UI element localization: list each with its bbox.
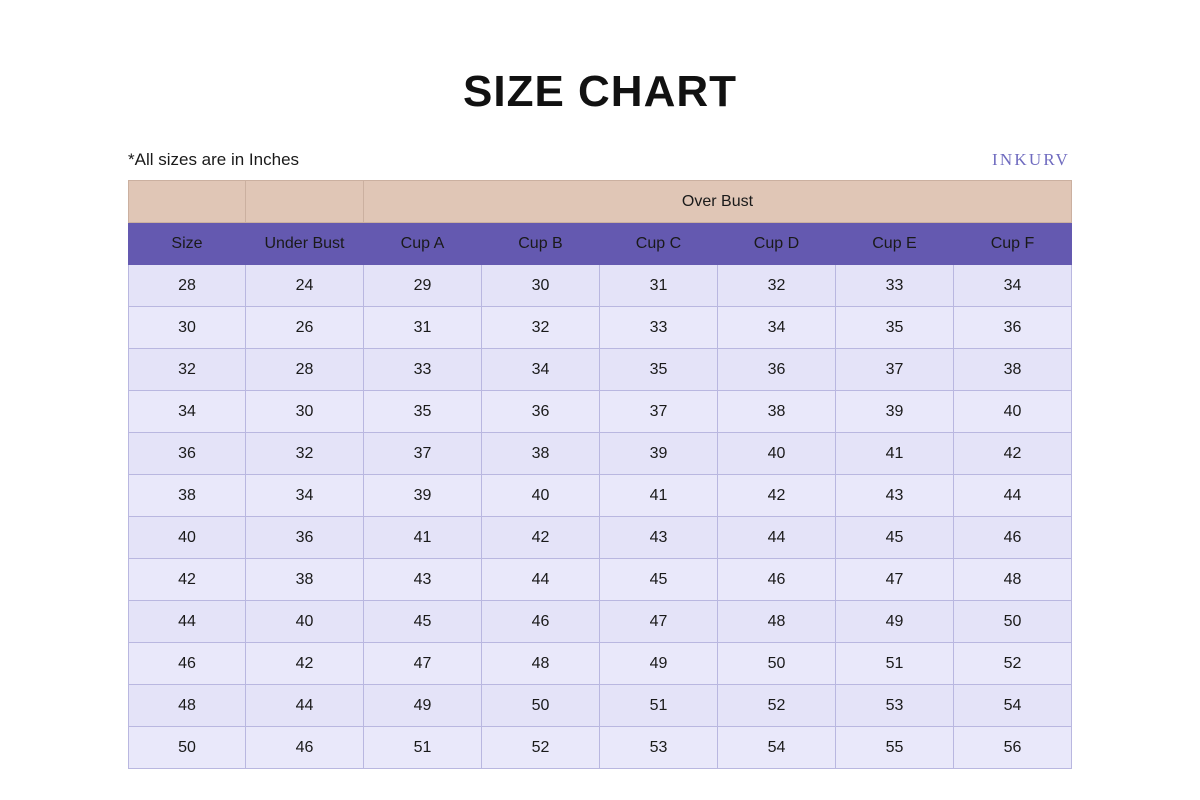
band-row <box>128 181 1071 223</box>
cell-cup-d: 34 <box>717 307 835 349</box>
cell-cup-c: 41 <box>599 475 717 517</box>
cell-cup-b: 44 <box>481 559 599 601</box>
column-header-under-bust: Under Bust <box>245 223 363 265</box>
cell-size: 44 <box>128 601 245 643</box>
brand-logo: INKURV <box>992 150 1070 170</box>
cell-cup-a: 33 <box>363 349 481 391</box>
cell-cup-f: 52 <box>953 643 1071 685</box>
cell-cup-a: 45 <box>363 601 481 643</box>
cell-size: 42 <box>128 559 245 601</box>
cell-cup-e: 37 <box>835 349 953 391</box>
cell-cup-e: 39 <box>835 391 953 433</box>
table-row <box>128 601 1071 643</box>
table-body <box>128 265 1071 769</box>
cell-cup-b: 30 <box>481 265 599 307</box>
cell-cup-f: 54 <box>953 685 1071 727</box>
cell-cup-f: 44 <box>953 475 1071 517</box>
cell-cup-c: 43 <box>599 517 717 559</box>
cell-under-bust: 30 <box>245 391 363 433</box>
cell-size: 34 <box>128 391 245 433</box>
cell-cup-a: 39 <box>363 475 481 517</box>
cell-cup-e: 35 <box>835 307 953 349</box>
cell-cup-b: 50 <box>481 685 599 727</box>
cell-cup-b: 40 <box>481 475 599 517</box>
cell-under-bust: 42 <box>245 643 363 685</box>
table-row <box>128 643 1071 685</box>
cell-under-bust: 46 <box>245 727 363 769</box>
cell-size: 50 <box>128 727 245 769</box>
cell-cup-c: 37 <box>599 391 717 433</box>
cell-cup-f: 34 <box>953 265 1071 307</box>
header-row <box>128 223 1071 265</box>
cell-cup-d: 48 <box>717 601 835 643</box>
cell-under-bust: 32 <box>245 433 363 475</box>
table-row <box>128 685 1071 727</box>
cell-cup-f: 50 <box>953 601 1071 643</box>
band-empty-cell-2 <box>245 181 363 223</box>
cell-cup-b: 38 <box>481 433 599 475</box>
units-note: *All sizes are in Inches <box>128 150 300 170</box>
column-header-cup-f: Cup F <box>953 223 1071 265</box>
cell-cup-e: 47 <box>835 559 953 601</box>
cell-cup-e: 43 <box>835 475 953 517</box>
cell-cup-a: 47 <box>363 643 481 685</box>
cell-cup-c: 49 <box>599 643 717 685</box>
cell-cup-d: 32 <box>717 265 835 307</box>
band-over-bust-label: Over Bust <box>363 181 1071 223</box>
cell-cup-a: 41 <box>363 517 481 559</box>
table-row <box>128 727 1071 769</box>
cell-cup-c: 35 <box>599 349 717 391</box>
cell-cup-f: 38 <box>953 349 1071 391</box>
cell-cup-d: 50 <box>717 643 835 685</box>
column-header-cup-e: Cup E <box>835 223 953 265</box>
cell-cup-d: 44 <box>717 517 835 559</box>
column-header-cup-d: Cup D <box>717 223 835 265</box>
cell-cup-a: 49 <box>363 685 481 727</box>
cell-cup-d: 40 <box>717 433 835 475</box>
band-empty-cell-1 <box>128 181 245 223</box>
cell-under-bust: 24 <box>245 265 363 307</box>
cell-size: 38 <box>128 475 245 517</box>
cell-cup-e: 45 <box>835 517 953 559</box>
cell-cup-a: 29 <box>363 265 481 307</box>
column-header-cup-b: Cup B <box>481 223 599 265</box>
cell-size: 46 <box>128 643 245 685</box>
cell-cup-b: 46 <box>481 601 599 643</box>
cell-cup-f: 48 <box>953 559 1071 601</box>
cell-cup-f: 40 <box>953 391 1071 433</box>
cell-cup-a: 31 <box>363 307 481 349</box>
cell-cup-e: 55 <box>835 727 953 769</box>
cell-cup-a: 43 <box>363 559 481 601</box>
cell-cup-b: 48 <box>481 643 599 685</box>
table-row <box>128 433 1071 475</box>
column-header-cup-c: Cup C <box>599 223 717 265</box>
table-row <box>128 475 1071 517</box>
cell-cup-d: 38 <box>717 391 835 433</box>
cell-under-bust: 34 <box>245 475 363 517</box>
column-header-size: Size <box>128 223 245 265</box>
cell-cup-b: 42 <box>481 517 599 559</box>
cell-cup-c: 51 <box>599 685 717 727</box>
table-row <box>128 307 1071 349</box>
cell-cup-e: 53 <box>835 685 953 727</box>
table-row <box>128 517 1071 559</box>
page-title: SIZE CHART <box>463 67 737 116</box>
cell-cup-c: 47 <box>599 601 717 643</box>
cell-under-bust: 38 <box>245 559 363 601</box>
cell-size: 32 <box>128 349 245 391</box>
cell-cup-a: 35 <box>363 391 481 433</box>
cell-cup-d: 36 <box>717 349 835 391</box>
cell-cup-e: 49 <box>835 601 953 643</box>
cell-cup-f: 56 <box>953 727 1071 769</box>
cell-cup-b: 36 <box>481 391 599 433</box>
cell-cup-e: 51 <box>835 643 953 685</box>
column-header-cup-a: Cup A <box>363 223 481 265</box>
subheader-row <box>0 142 1200 168</box>
cell-cup-d: 52 <box>717 685 835 727</box>
cell-cup-b: 52 <box>481 727 599 769</box>
cell-cup-d: 54 <box>717 727 835 769</box>
cell-size: 48 <box>128 685 245 727</box>
cell-size: 28 <box>128 265 245 307</box>
cell-cup-c: 31 <box>599 265 717 307</box>
cell-cup-a: 51 <box>363 727 481 769</box>
table-row <box>128 349 1071 391</box>
table-head <box>128 181 1071 265</box>
cell-under-bust: 44 <box>245 685 363 727</box>
cell-cup-f: 36 <box>953 307 1071 349</box>
cell-size: 40 <box>128 517 245 559</box>
table-row <box>128 265 1071 307</box>
cell-cup-a: 37 <box>363 433 481 475</box>
cell-cup-e: 41 <box>835 433 953 475</box>
cell-under-bust: 28 <box>245 349 363 391</box>
cell-cup-d: 46 <box>717 559 835 601</box>
cell-cup-b: 32 <box>481 307 599 349</box>
cell-cup-f: 42 <box>953 433 1071 475</box>
cell-cup-b: 34 <box>481 349 599 391</box>
cell-cup-d: 42 <box>717 475 835 517</box>
table-row <box>128 391 1071 433</box>
size-chart-table <box>128 180 1072 769</box>
cell-under-bust: 40 <box>245 601 363 643</box>
cell-cup-c: 53 <box>599 727 717 769</box>
cell-cup-f: 46 <box>953 517 1071 559</box>
cell-cup-c: 33 <box>599 307 717 349</box>
cell-size: 36 <box>128 433 245 475</box>
cell-under-bust: 36 <box>245 517 363 559</box>
cell-under-bust: 26 <box>245 307 363 349</box>
cell-size: 30 <box>128 307 245 349</box>
table-row <box>128 559 1071 601</box>
cell-cup-c: 45 <box>599 559 717 601</box>
cell-cup-e: 33 <box>835 265 953 307</box>
cell-cup-c: 39 <box>599 433 717 475</box>
